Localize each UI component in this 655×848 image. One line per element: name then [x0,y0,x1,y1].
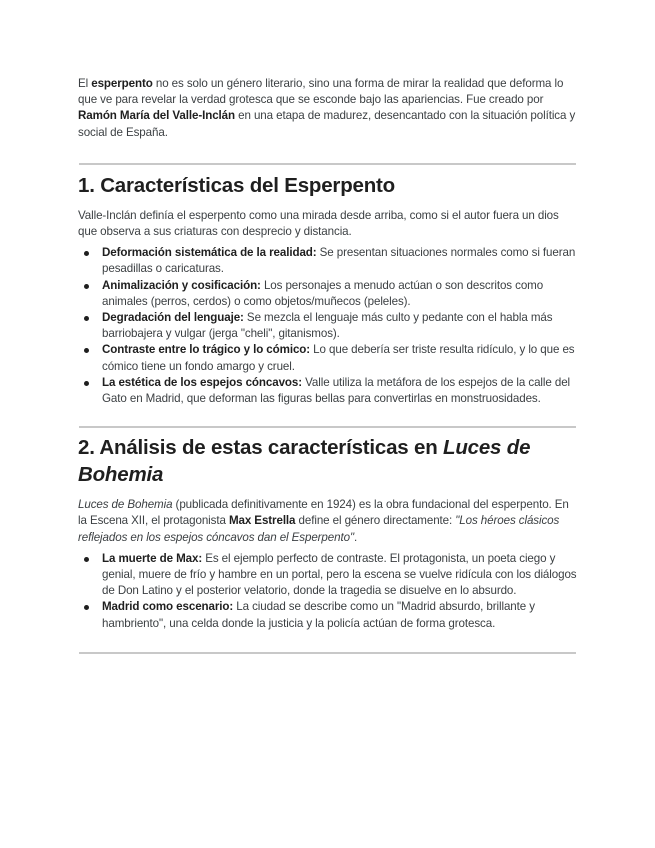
intro-bold-term: esperpento [91,77,153,90]
section2-list [78,551,578,632]
intro-text: El [78,77,92,90]
intro-text: en una etapa de madurez, desencantado con la situación política y social de España. [78,109,576,139]
bullet-icon [84,381,89,386]
list-item-text: Es el ejemplo perfecto de contraste. El protagonista, un poeta ciego y genial, muere de frío y hambre en un portal, pero la escena se vuelve ridícula con los diálogos de Don Latino y el posterior velatorio, donde la tragedia se disuelve en lo absurdo. [102,551,577,598]
section2-heading [78,434,578,488]
list-item-text: Lo que debería ser triste resulta ridículo, y lo que es cómico tiene un fondo amargo y cruel. [102,343,575,373]
list-item [78,310,578,342]
author-name: Ramón María del Valle-Inclán [78,109,235,123]
list-item [78,278,578,310]
bullet-icon [84,284,89,289]
list-item-term: Degradación del lenguaje: [102,311,244,325]
section1-list [78,245,578,407]
section2-intro-text: . [353,530,358,544]
list-item-term: Animalización y cosificación: [102,278,261,292]
list-item [78,551,578,600]
list-item-text: Se presentan situaciones normales como si fueran pesadillas o caricaturas. [102,246,576,276]
section-divider [79,652,576,654]
bullet-icon [84,348,89,353]
intro-paragraph [78,76,578,141]
list-item-term: Contraste entre lo trágico y lo cómico: [102,343,311,357]
list-item-text: La ciudad se describe como un "Madrid absurdo, brillante y hambriento", una celda donde la justicia y la policía actúan de forma grotesca. [102,600,535,630]
section-divider [79,163,576,165]
list-item-term: La estética de los espejos cóncavos: [102,375,303,389]
list-item [78,342,578,374]
list-item-term: La muerte de Max: [102,551,203,565]
section2-heading-work-title: Luces de Bohemia [78,436,531,487]
section1-heading: 1. Características del Esperpento [78,173,395,197]
section2-intro [78,497,578,546]
bullet-icon [84,605,89,610]
section2-heading-text: 2. Análisis de estas características en [78,436,444,460]
list-item [78,375,578,407]
document-body [78,76,578,654]
list-item-text: Los personajes a menudo actúan o son descritos como animales (perros, cerdos) o como objetos/muñecos (peleles). [102,278,544,308]
bullet-icon [84,251,89,256]
character-name: Max Estrella [228,514,296,528]
section2-intro-text: define el género directamente: [295,514,456,528]
quote: "Los héroes clásicos reflejados en los espejos cóncavos dan el Esperpento" [78,514,560,544]
list-item [78,245,578,277]
list-item-term: Madrid como escenario: [102,600,234,614]
section-divider [79,426,576,428]
bullet-icon [84,557,89,562]
list-item-term: Deformación sistemática de la realidad: [102,246,317,260]
list-item-text: Se mezcla el lenguaje más culto y pedante con el habla más barriobajera y vulgar (jerga "cheli", gitanismos). [102,311,553,341]
section1-intro: Valle-Inclán definía el esperpento como una mirada desde arriba, como si el autor fuera un dios que observa a sus criaturas con desprecio y distancia. [78,208,559,239]
work-title: Luces de Bohemia [78,498,173,512]
list-item [78,599,578,631]
section2-intro-text: (publicada definitivamente en 1924) es la obra fundacional del esperpento. En la Escena XII, el protagonista [78,498,569,528]
list-item-text: Valle utiliza la metáfora de los espejos de la calle del Gato en Madrid, que deforman las figuras bellas para convertirlas en monstruosidades. [102,375,571,406]
bullet-icon [84,316,89,321]
intro-text: no es solo un género literario, sino una forma de mirar la realidad que deforma lo que ve para revelar la verdad grotesca que se esconde bajo las apariencias. Fue creado por [78,77,564,107]
